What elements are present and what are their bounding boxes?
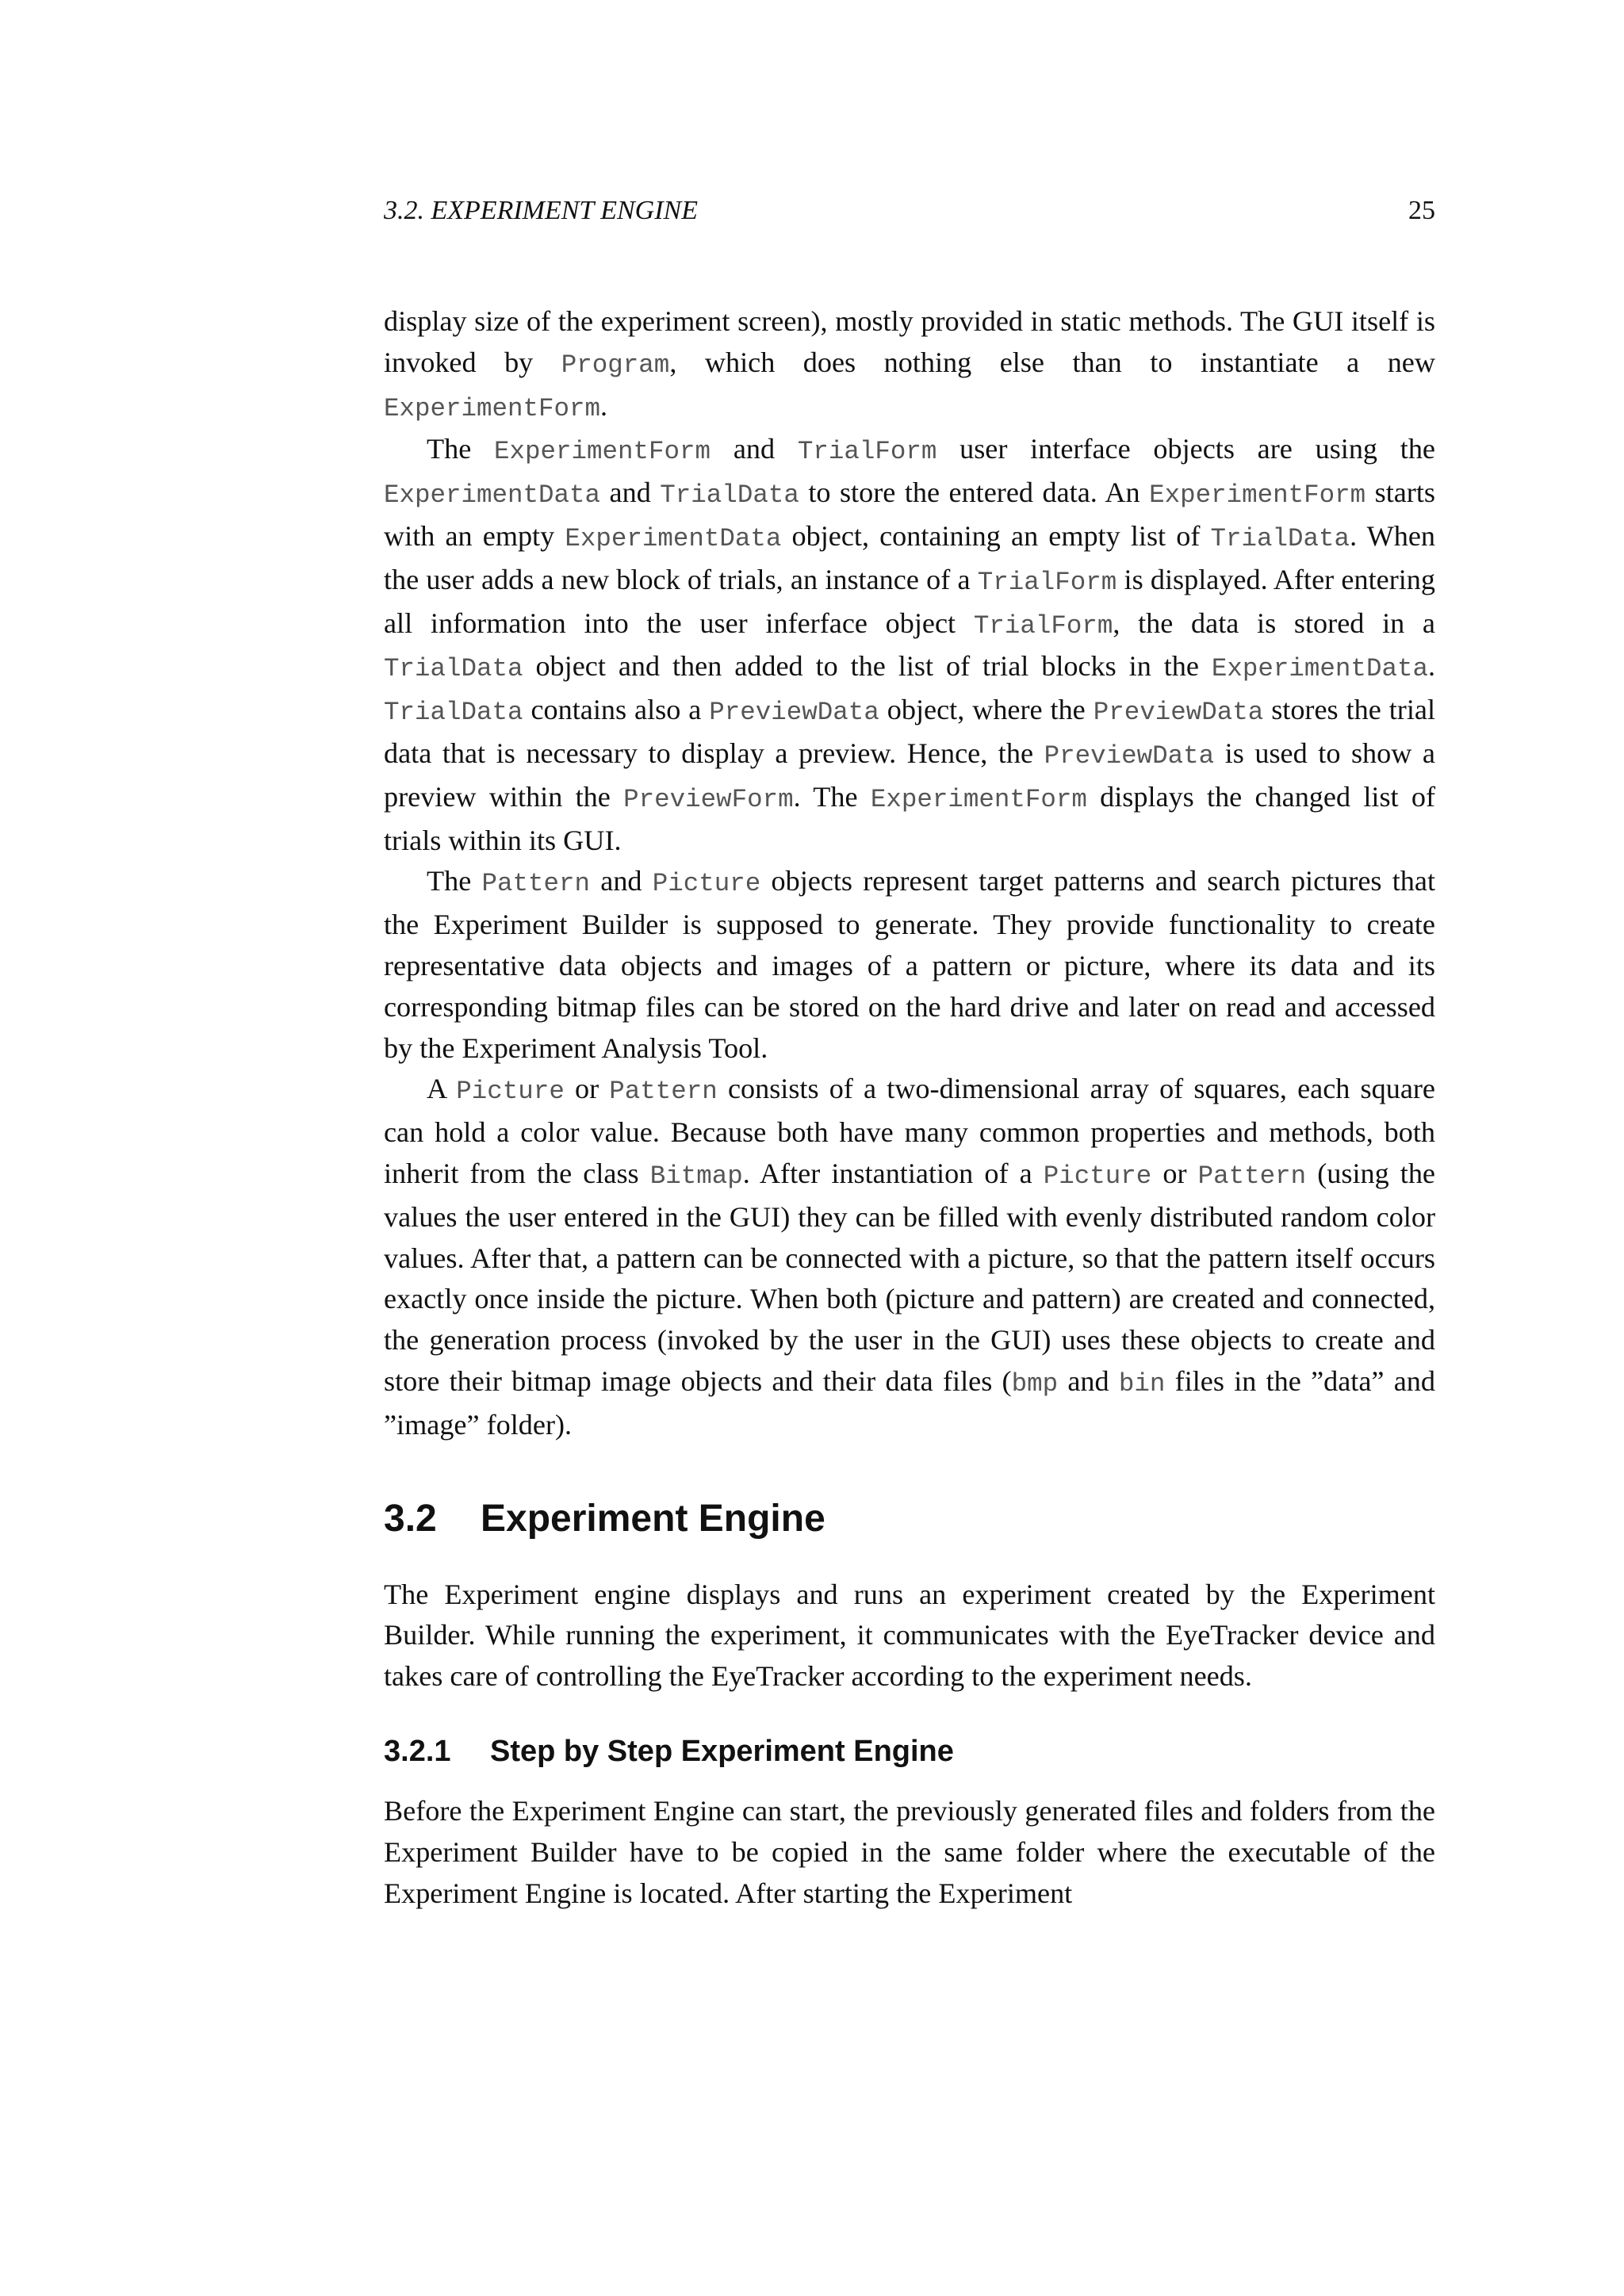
paragraph-3: The Pattern and Picture objects represent target patterns and search pictures that the Experiment Builder is supposed to generate. They provide functionality to create representative data objects and images of a pattern or picture, where its data and its corresponding bitmap files can be stored on the hard drive and later on read and accessed by the Experiment Analysis Tool. — [384, 865, 1435, 1064]
subsection-number: 3.2.1 — [384, 1734, 451, 1768]
paragraph-2: The ExperimentForm and TrialForm user interface objects are using the ExperimentData and TrialData to store the entered data. An ExperimentForm starts with an empty ExperimentData object, containing an empty list of TrialData. When the user adds a new block of trials, an instance of a TrialForm is displayed. After entering all information into the user inferface object TrialForm, the data is stored in a TrialData object and then added to the list of trial blocks in the ExperimentData. TrialData contains also a PreviewData object, where the PreviewData stores the trial data that is necessary to display a preview. Hence, the PreviewData is used to show a preview within the PreviewForm. The ExperimentForm displays the changed list of trials within its GUI. — [384, 433, 1436, 856]
section-intro-paragraph: The Experiment engine displays and runs an experiment created by the Experiment Builder. While running the experiment, it communicates with the EyeTracker device and takes care of controlling the EyeTracker according to the experiment needs. — [384, 1578, 1435, 1693]
page-number: 25 — [1408, 196, 1435, 225]
code-experimentform: ExperimentForm — [384, 393, 601, 423]
paragraph-1: display size of the experiment screen), mostly provided in static methods. The GUI itself is invoked by Program, which does nothing else than to instantiate a new ExperimentForm. — [384, 305, 1435, 423]
section-title: Experiment Engine — [481, 1497, 825, 1540]
section-number: 3.2 — [384, 1497, 437, 1540]
code-program: Program — [561, 350, 670, 380]
section-heading — [384, 1494, 1435, 1544]
paragraph-4: A Picture or Pattern consists of a two-dimensional array of squares, each square can hold a color value. Because both have many common properties and methods, both inherit from the class Bitmap. After instantiation of a Picture or Pattern (using the values the user entered in the GUI) they can be filled with evenly distributed random color values. After that, a pattern can be connected with a picture, so that the pattern itself occurs exactly once inside the picture. When both (picture and pattern) are created and connected, the generation process (invoked by the user in the GUI) uses these objects to create and store their bitmap image objects and their data files (bmp and bin files in the ”data” and ”image” folder). — [384, 1073, 1435, 1441]
running-header-title: 3.2. EXPERIMENT ENGINE — [384, 196, 698, 225]
running-header — [384, 193, 1435, 228]
subsection-paragraph: Before the Experiment Engine can start, the previously generated files and folders from the Experiment Builder have to be copied in the same folder where the executable of the Experiment Engine is located. After starting the Experiment — [384, 1794, 1435, 1909]
subsection-heading — [384, 1731, 1435, 1772]
document-page — [384, 0, 1435, 2296]
subsection-title: Step by Step Experiment Engine — [490, 1734, 954, 1768]
body-text — [384, 301, 1435, 1914]
